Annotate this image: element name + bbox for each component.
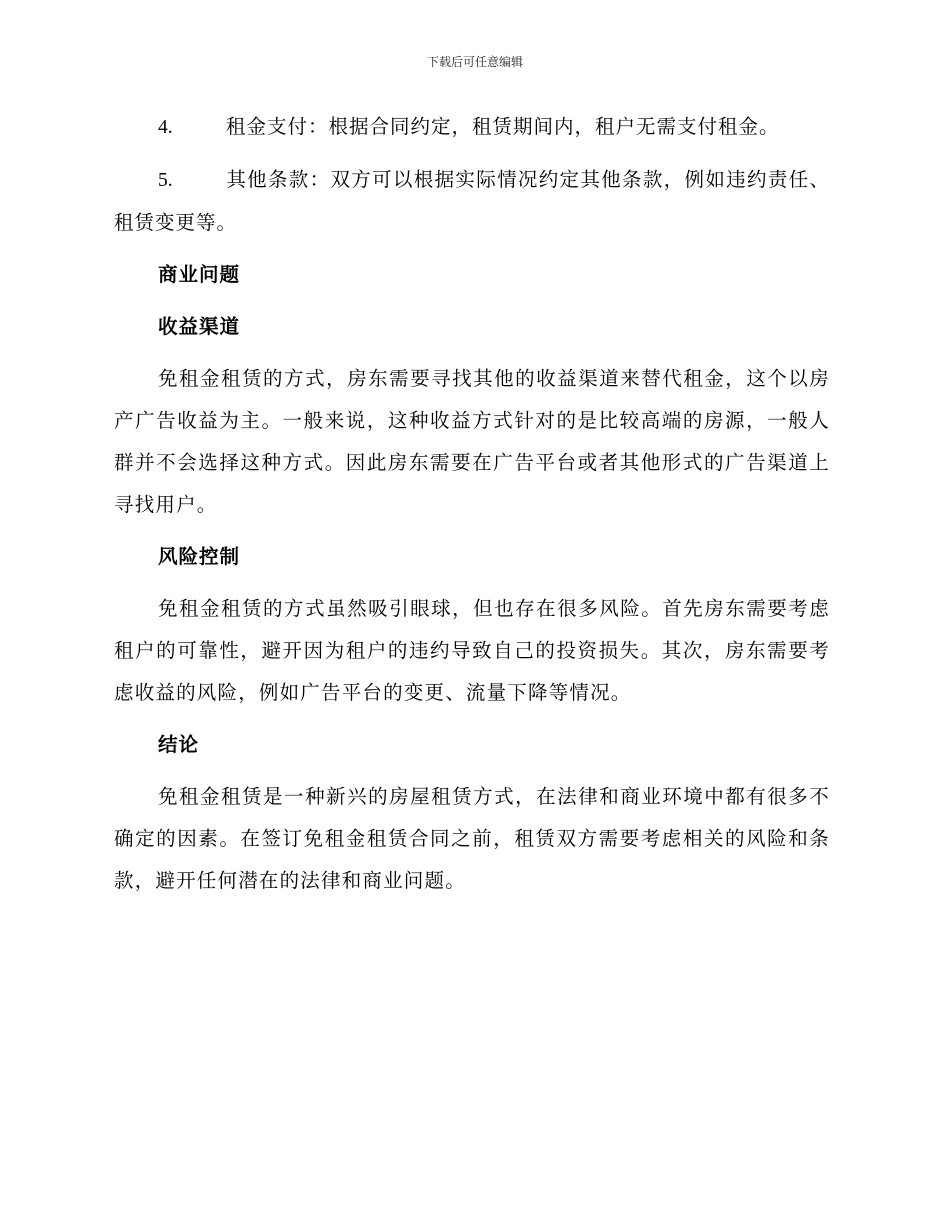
paragraph-risk: 免租金租赁的方式虽然吸引眼球，但也存在很多风险。首先房东需要考虑租户的可靠性，避开因为租户的违约导致自己的投资损失。其次，房东需要考虑收益的风险，例如广告平台的变更、流量下降等情况。 [114, 597, 830, 704]
section-heading-risk: 风险控制 [158, 545, 241, 568]
list-item-4 [114, 106, 830, 149]
section-heading-conclusion: 结论 [158, 733, 200, 756]
paragraph-conclusion: 免租金租赁是一种新兴的房屋租赁方式，在法律和商业环境中都有很多不确定的因素。在签订免租金租赁合同之前，租赁双方需要考虑相关的风险和条款，避开任何潜在的法律和商业问题。 [114, 785, 830, 892]
list-item-5 [114, 159, 830, 244]
list-text: 租金支付：根据合同约定，租赁期间内，租户无需支付租金。 [226, 115, 780, 138]
page-header: 下载后可任意编辑 [426, 55, 523, 69]
list-number: 5. [158, 170, 173, 191]
list-text: 其他条款：双方可以根据实际情况约定其他条款，例如违约责任、租赁变更等。 [114, 168, 830, 234]
list-number: 4. [158, 117, 173, 138]
section-heading-revenue: 收益渠道 [158, 315, 241, 338]
paragraph-revenue: 免租金租赁的方式，房东需要寻找其他的收益渠道来替代租金，这个以房产广告收益为主。一般来说，这种收益方式针对的是比较高端的房源，一般人群并不会选择这种方式。因此房东需要在广告平台或者其他形式的广告渠道上寻找用户。 [114, 367, 830, 516]
document-body [114, 106, 830, 912]
section-heading-business: 商业问题 [158, 263, 241, 286]
